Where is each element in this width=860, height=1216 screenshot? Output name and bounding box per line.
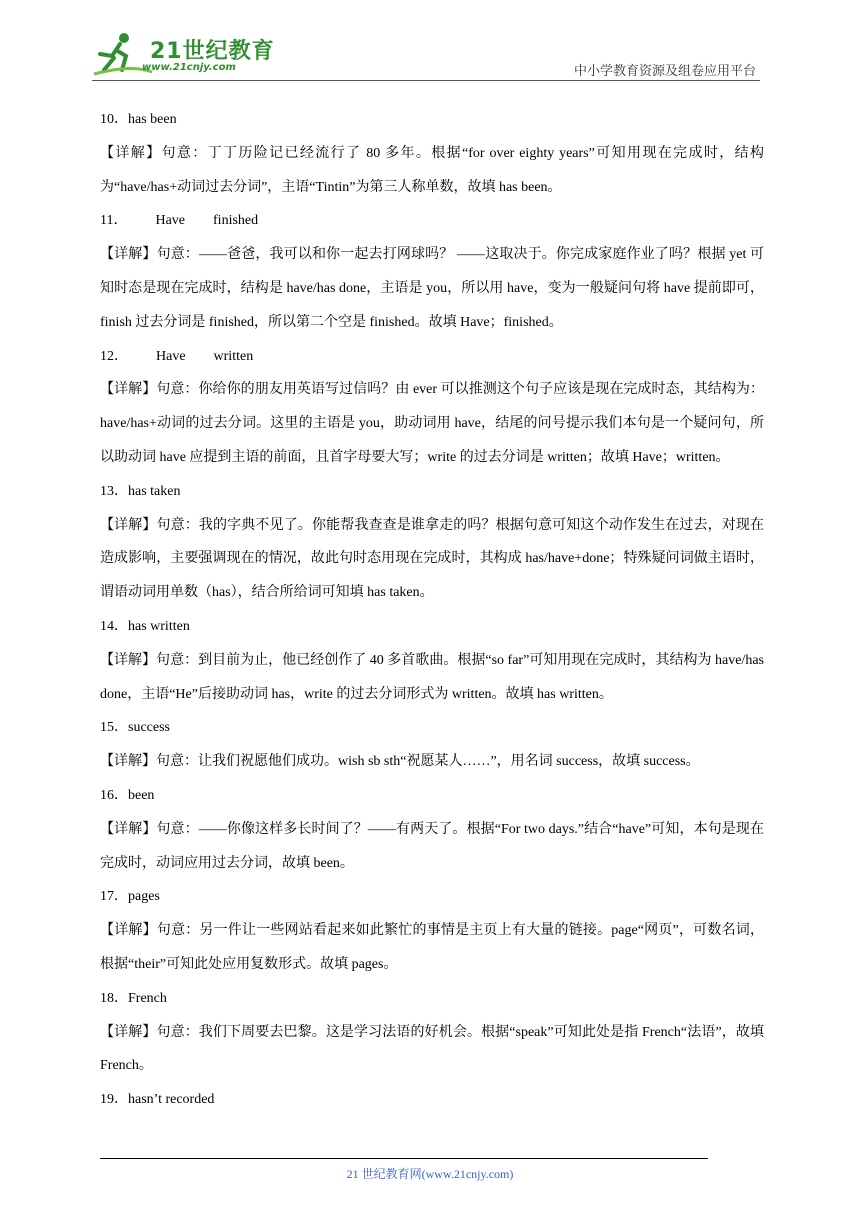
explanation: 【详解】句意：到目前为止，他已经创作了 40 多首歌曲。根据“so far”可知用现在完成时，其结构为 have/has done，主语“He”后接助动词 has，write 的过去分词形式为 written。故填 has written。 (100, 652, 764, 702)
header-platform-text: 中小学教育资源及组卷应用平台 (573, 64, 756, 79)
answer-line: 17．pages (100, 889, 160, 905)
explanation: 【详解】句意：我的字典不见了。你能帮我查查是谁拿走的吗？根据句意可知这个动作发生在过去，对现在造成影响，主要强调现在的情况，故此句时态用现在完成时，其构成 has/have+done；特殊疑问词做主语时，谓语动词用单数（has），结合所给词可知填 has taken。 (100, 517, 764, 601)
footer-site-link[interactable]: 21 世纪教育网(www.21cnjy.com) (346, 1167, 514, 1181)
answer-line: 13．has taken (100, 483, 181, 499)
answer-line: 12． Have written (100, 348, 254, 364)
explanation: 【详解】句意：——你像这样多长时间了？——有两天了。根据“For two days.”结合“have”可知，本句是现在完成时，动词应用过去分词，故填 been。 (100, 821, 764, 871)
logo-title: 21世纪教育 (150, 39, 275, 64)
answer-list (100, 103, 764, 1117)
answer-line: 18．French (100, 990, 167, 1006)
answer-line: 16．been (100, 787, 155, 803)
answer-line: 11． Have finished (100, 213, 259, 229)
explanation: 【详解】句意：丁丁历险记已经流行了 80 多年。根据“for over eighty years”可知用现在完成时，结构为“have/has+动词过去分词”，主语“Tintin”为第三人称单数，故填 has been。 (100, 145, 764, 195)
answer-line: 14．has written (100, 618, 190, 634)
explanation: 【详解】句意：你给你的朋友用英语写过信吗？由 ever 可以推测这个句子应该是现在完成时态，其结构为：have/has+动词的过去分词。这里的主语是 you，助动词用 have，结尾的问号提示我们本句是一个疑问句，所以助动词 have 应提到主语的前面，且首字母要大写；write 的过去分词是 written；故填 Have；written。 (100, 382, 764, 465)
logo-url: www.21cnjy.com (142, 62, 236, 73)
explanation: 【详解】句意：让我们祝愿他们成功。wish sb sth“祝愿某人……”，用名词 success，故填 success。 (100, 754, 700, 770)
answer-line: 19．hasn’t recorded (100, 1092, 215, 1108)
header-divider (92, 80, 760, 81)
footer-divider (100, 1158, 708, 1159)
explanation: 【详解】句意：——爸爸，我可以和你一起去打网球吗？ ——这取决于。你完成家庭作业了吗？根据 yet 可知时态是现在完成时，结构是 have/has done，主语是 you，所以用 have，变为一般疑问句将 have 提前即可，finish 过去分词是 finished，所以第二个空是 finished。故填 Have；finished。 (100, 247, 764, 330)
page-header (0, 0, 860, 82)
answer-line: 10．has been (100, 112, 177, 127)
explanation: 【详解】句意：我们下周要去巴黎。这是学习法语的好机会。根据“speak”可知此处是指 French“法语”，故填 French。 (100, 1024, 764, 1074)
answer-line: 15．success (100, 720, 170, 736)
explanation: 【详解】句意：另一件让一些网站看起来如此繁忙的事情是主页上有大量的链接。page“网页”，可数名词，根据“their”可知此处应用复数形式。故填 pages。 (100, 923, 764, 972)
